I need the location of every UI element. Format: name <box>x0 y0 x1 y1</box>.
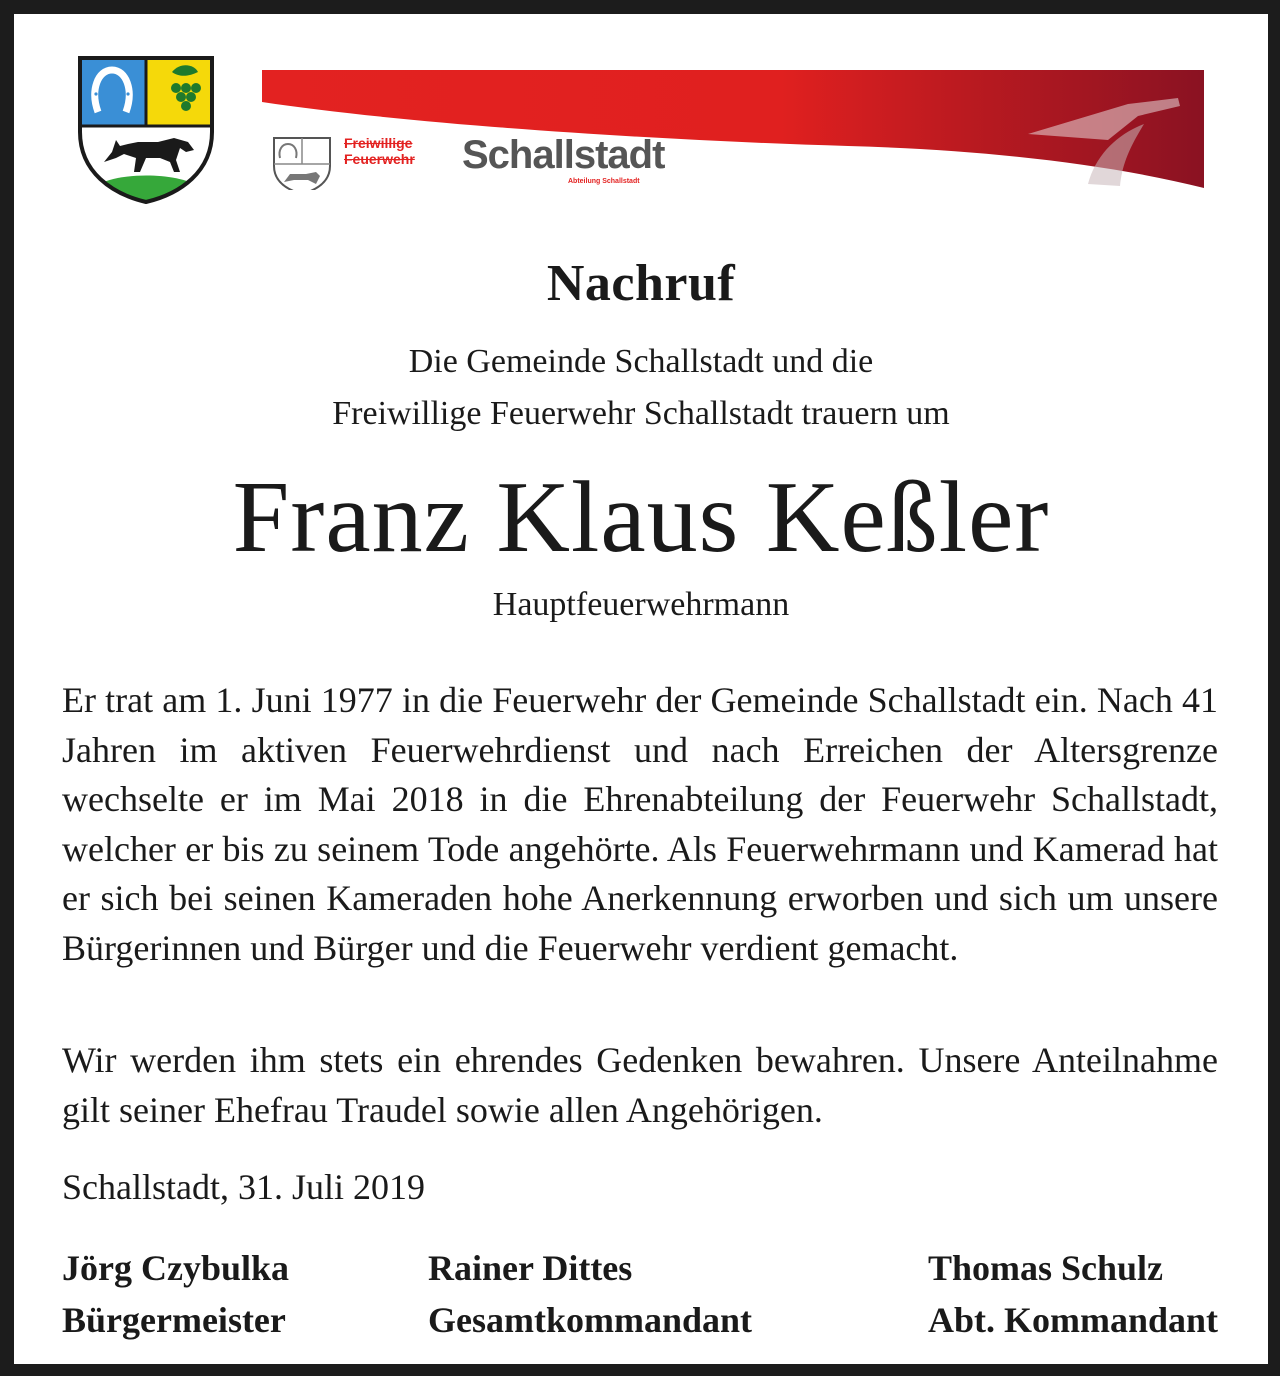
brigade-line2: Feuerwehr <box>344 151 415 167</box>
signer-role: Bürgermeister <box>62 1300 286 1340</box>
brigade-logo-text <box>344 133 724 196</box>
signer-role: Abt. Kommandant <box>927 1300 1218 1340</box>
coat-of-arms-icon <box>76 54 216 204</box>
signer-name: Jörg Czybulka <box>62 1248 290 1288</box>
deceased-rank: Hauptfeuerwehrmann <box>492 586 790 623</box>
signer-name: Rainer Dittes <box>428 1248 633 1288</box>
brigade-subtitle: Abteilung Schallstadt <box>568 178 640 185</box>
signers <box>62 1242 1218 1352</box>
signer-commander <box>428 1242 752 1346</box>
intro-line-2: Freiwillige Feuerwehr Schallstadt trauern um <box>332 395 950 432</box>
intro-line-1: Die Gemeinde Schallstadt und die <box>408 343 874 380</box>
paragraph-career: Er trat am 1. Juni 1977 in die Feuerwehr der Gemeinde Schallstadt ein. Nach 41 Jahren im aktiven Feuerwehrdienst und nach Erreichen der Altersgrenze wechselte er im Mai 2018 in die Ehrenabteilung der Feuerwehr Schallstadt, welcher er bis zu seinem Tode angehörte. Als Feuerwehrmann und Kamerad hat er sich bei seinen Kameraden hohe Anerkennung erworben und sich um unsere Bürgerinnen und Bürger und die Feuerwehr verdient gemacht. <box>62 680 1218 968</box>
notice-title: Nachruf <box>546 255 736 312</box>
signer-mayor <box>62 1242 289 1346</box>
signer-section-commander <box>928 1242 1218 1346</box>
place-date: Schallstadt, 31. Juli 2019 <box>62 1167 425 1207</box>
deceased-name: Franz Klaus Keßler <box>232 461 1050 574</box>
brigade-line1: Freiwillige <box>344 135 413 151</box>
paragraph-condolence: Wir werden ihm stets ein ehrendes Gedenken bewahren. Unsere Anteilnahme gilt seiner Ehefrau Traudel sowie allen Angehörigen. <box>62 1040 1218 1130</box>
signer-role: Gesamtkommandant <box>428 1300 753 1340</box>
notice-intro <box>14 336 1268 440</box>
signer-name: Thomas Schulz <box>927 1248 1164 1288</box>
header <box>14 14 1268 234</box>
brigade-name: Schallstadt <box>462 133 665 177</box>
